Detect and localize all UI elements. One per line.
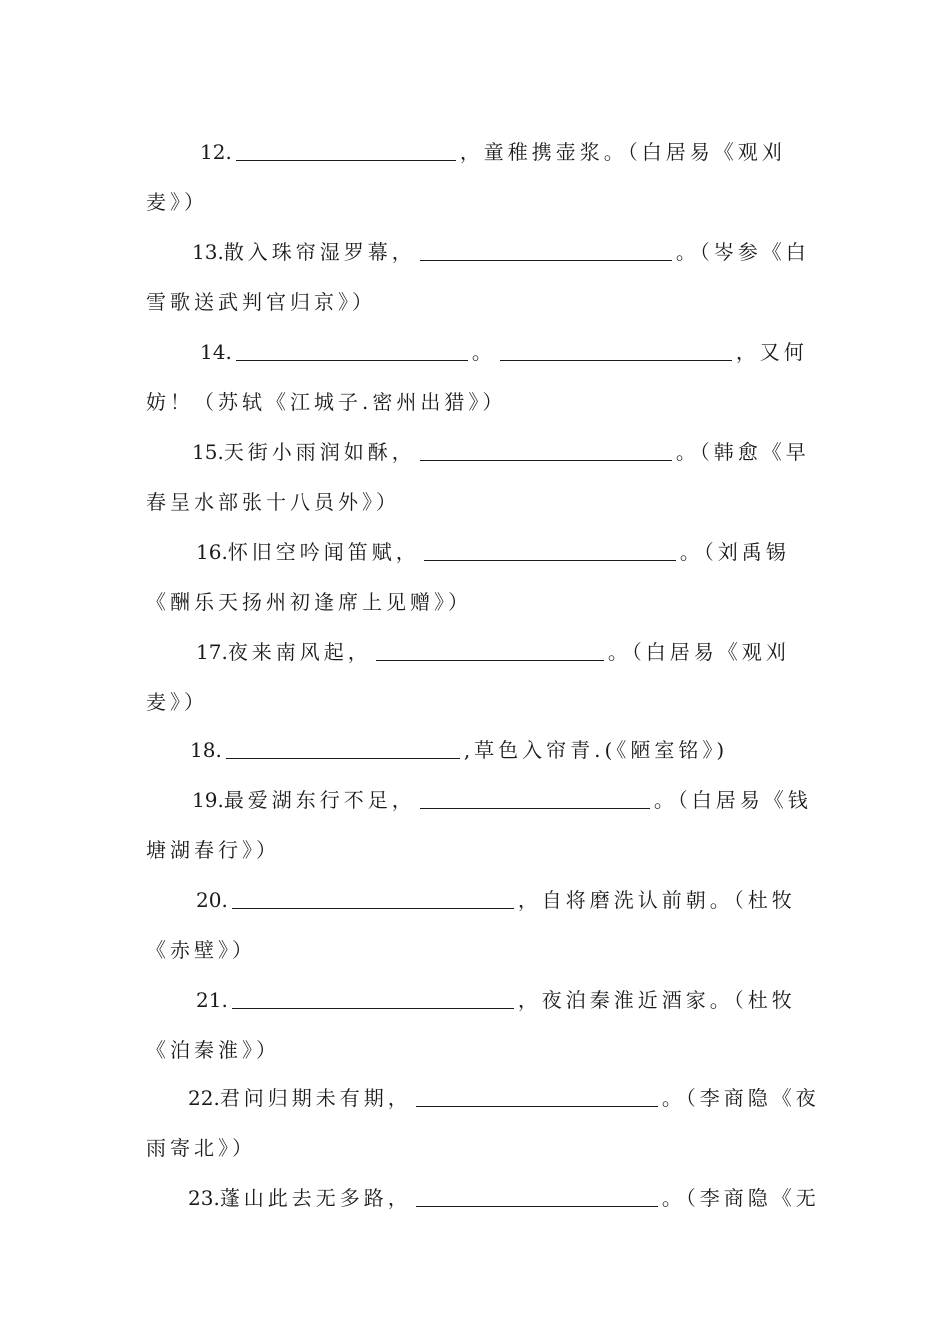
question-text: ,草色入帘青.(《陋室铭》) [463, 738, 729, 762]
question-text-continued: 春呈水部张十八员外》） [146, 490, 400, 514]
question-number: 15. [192, 440, 224, 464]
question-15 [146, 427, 810, 527]
question-text: 。（白居易《钱 [653, 788, 812, 812]
question-text-continued: 麦》） [146, 690, 208, 714]
question-number: 21. [196, 988, 228, 1012]
question-text: 。（韩愈《早 [675, 440, 810, 464]
question-text: 。（李商隐《无 [661, 1186, 820, 1210]
answer-blank[interactable] [420, 788, 650, 809]
question-23 [146, 1173, 820, 1223]
question-text-continued: 麦》） [146, 190, 208, 214]
question-text: 。 [471, 340, 496, 364]
question-text: 怀旧空吟闻笛赋， [227, 540, 420, 564]
question-number: 20. [196, 888, 228, 912]
question-number: 13. [192, 240, 224, 264]
question-number: 23. [188, 1186, 220, 1210]
question-20 [146, 875, 806, 975]
question-number: 14. [200, 340, 232, 364]
answer-blank[interactable] [500, 340, 732, 361]
question-text: 君问归期未有期， [219, 1086, 412, 1110]
answer-blank[interactable] [420, 240, 672, 261]
question-number: 12. [200, 140, 232, 164]
answer-blank[interactable] [232, 988, 514, 1009]
question-text: ，又何 [735, 340, 808, 364]
question-12 [146, 127, 806, 227]
answer-blank[interactable] [232, 888, 514, 909]
question-number: 18. [190, 738, 222, 762]
question-16 [146, 527, 806, 627]
answer-blank[interactable] [420, 440, 672, 461]
question-18 [146, 725, 806, 775]
question-text: 。（李商隐《夜 [661, 1086, 820, 1110]
question-text: ，夜泊秦淮近酒家。（杜牧 [517, 988, 796, 1012]
question-text-continued: 雨寄北》） [146, 1136, 256, 1160]
question-19 [146, 775, 812, 875]
answer-blank[interactable] [416, 1086, 658, 1107]
question-text-continued: 《泊秦淮》） [146, 1038, 280, 1062]
question-text: 。（刘禹锡 [679, 540, 790, 564]
question-text-continued: 《赤壁》） [146, 938, 256, 962]
question-text: 蓬山此去无多路， [219, 1186, 412, 1210]
answer-blank[interactable] [236, 140, 456, 161]
question-text-continued: 雪歌送武判官归京》） [146, 290, 376, 314]
question-text: 。（岑参《白 [675, 240, 810, 264]
question-text-continued: 塘湖春行》） [146, 838, 280, 862]
answer-blank[interactable] [226, 738, 460, 759]
question-text: ，自将磨洗认前朝。（杜牧 [517, 888, 796, 912]
question-number: 22. [188, 1086, 220, 1110]
question-21 [146, 975, 806, 1075]
answer-blank[interactable] [416, 1186, 658, 1207]
question-13 [146, 227, 810, 327]
question-text: 最爱湖东行不足， [223, 788, 416, 812]
question-number: 16. [196, 540, 228, 564]
question-text-continued: 《酬乐天扬州初逢席上见赠》） [146, 590, 472, 614]
question-text: 夜来南风起， [227, 640, 372, 664]
question-text: 散入珠帘湿罗幕， [223, 240, 416, 264]
question-17 [146, 627, 806, 727]
question-text: 。（白居易《观刈 [607, 640, 790, 664]
question-number: 17. [196, 640, 228, 664]
question-22 [146, 1073, 820, 1173]
question-number: 19. [192, 788, 224, 812]
question-text: ，童稚携壶浆。（白居易《观刈 [459, 140, 786, 164]
question-text-continued: 妨！（苏轼《江城子.密州出猎》） [146, 390, 507, 414]
answer-blank[interactable] [236, 340, 468, 361]
question-14 [146, 327, 806, 427]
answer-blank[interactable] [424, 540, 676, 561]
question-text: 天街小雨润如酥， [223, 440, 416, 464]
answer-blank[interactable] [376, 640, 604, 661]
